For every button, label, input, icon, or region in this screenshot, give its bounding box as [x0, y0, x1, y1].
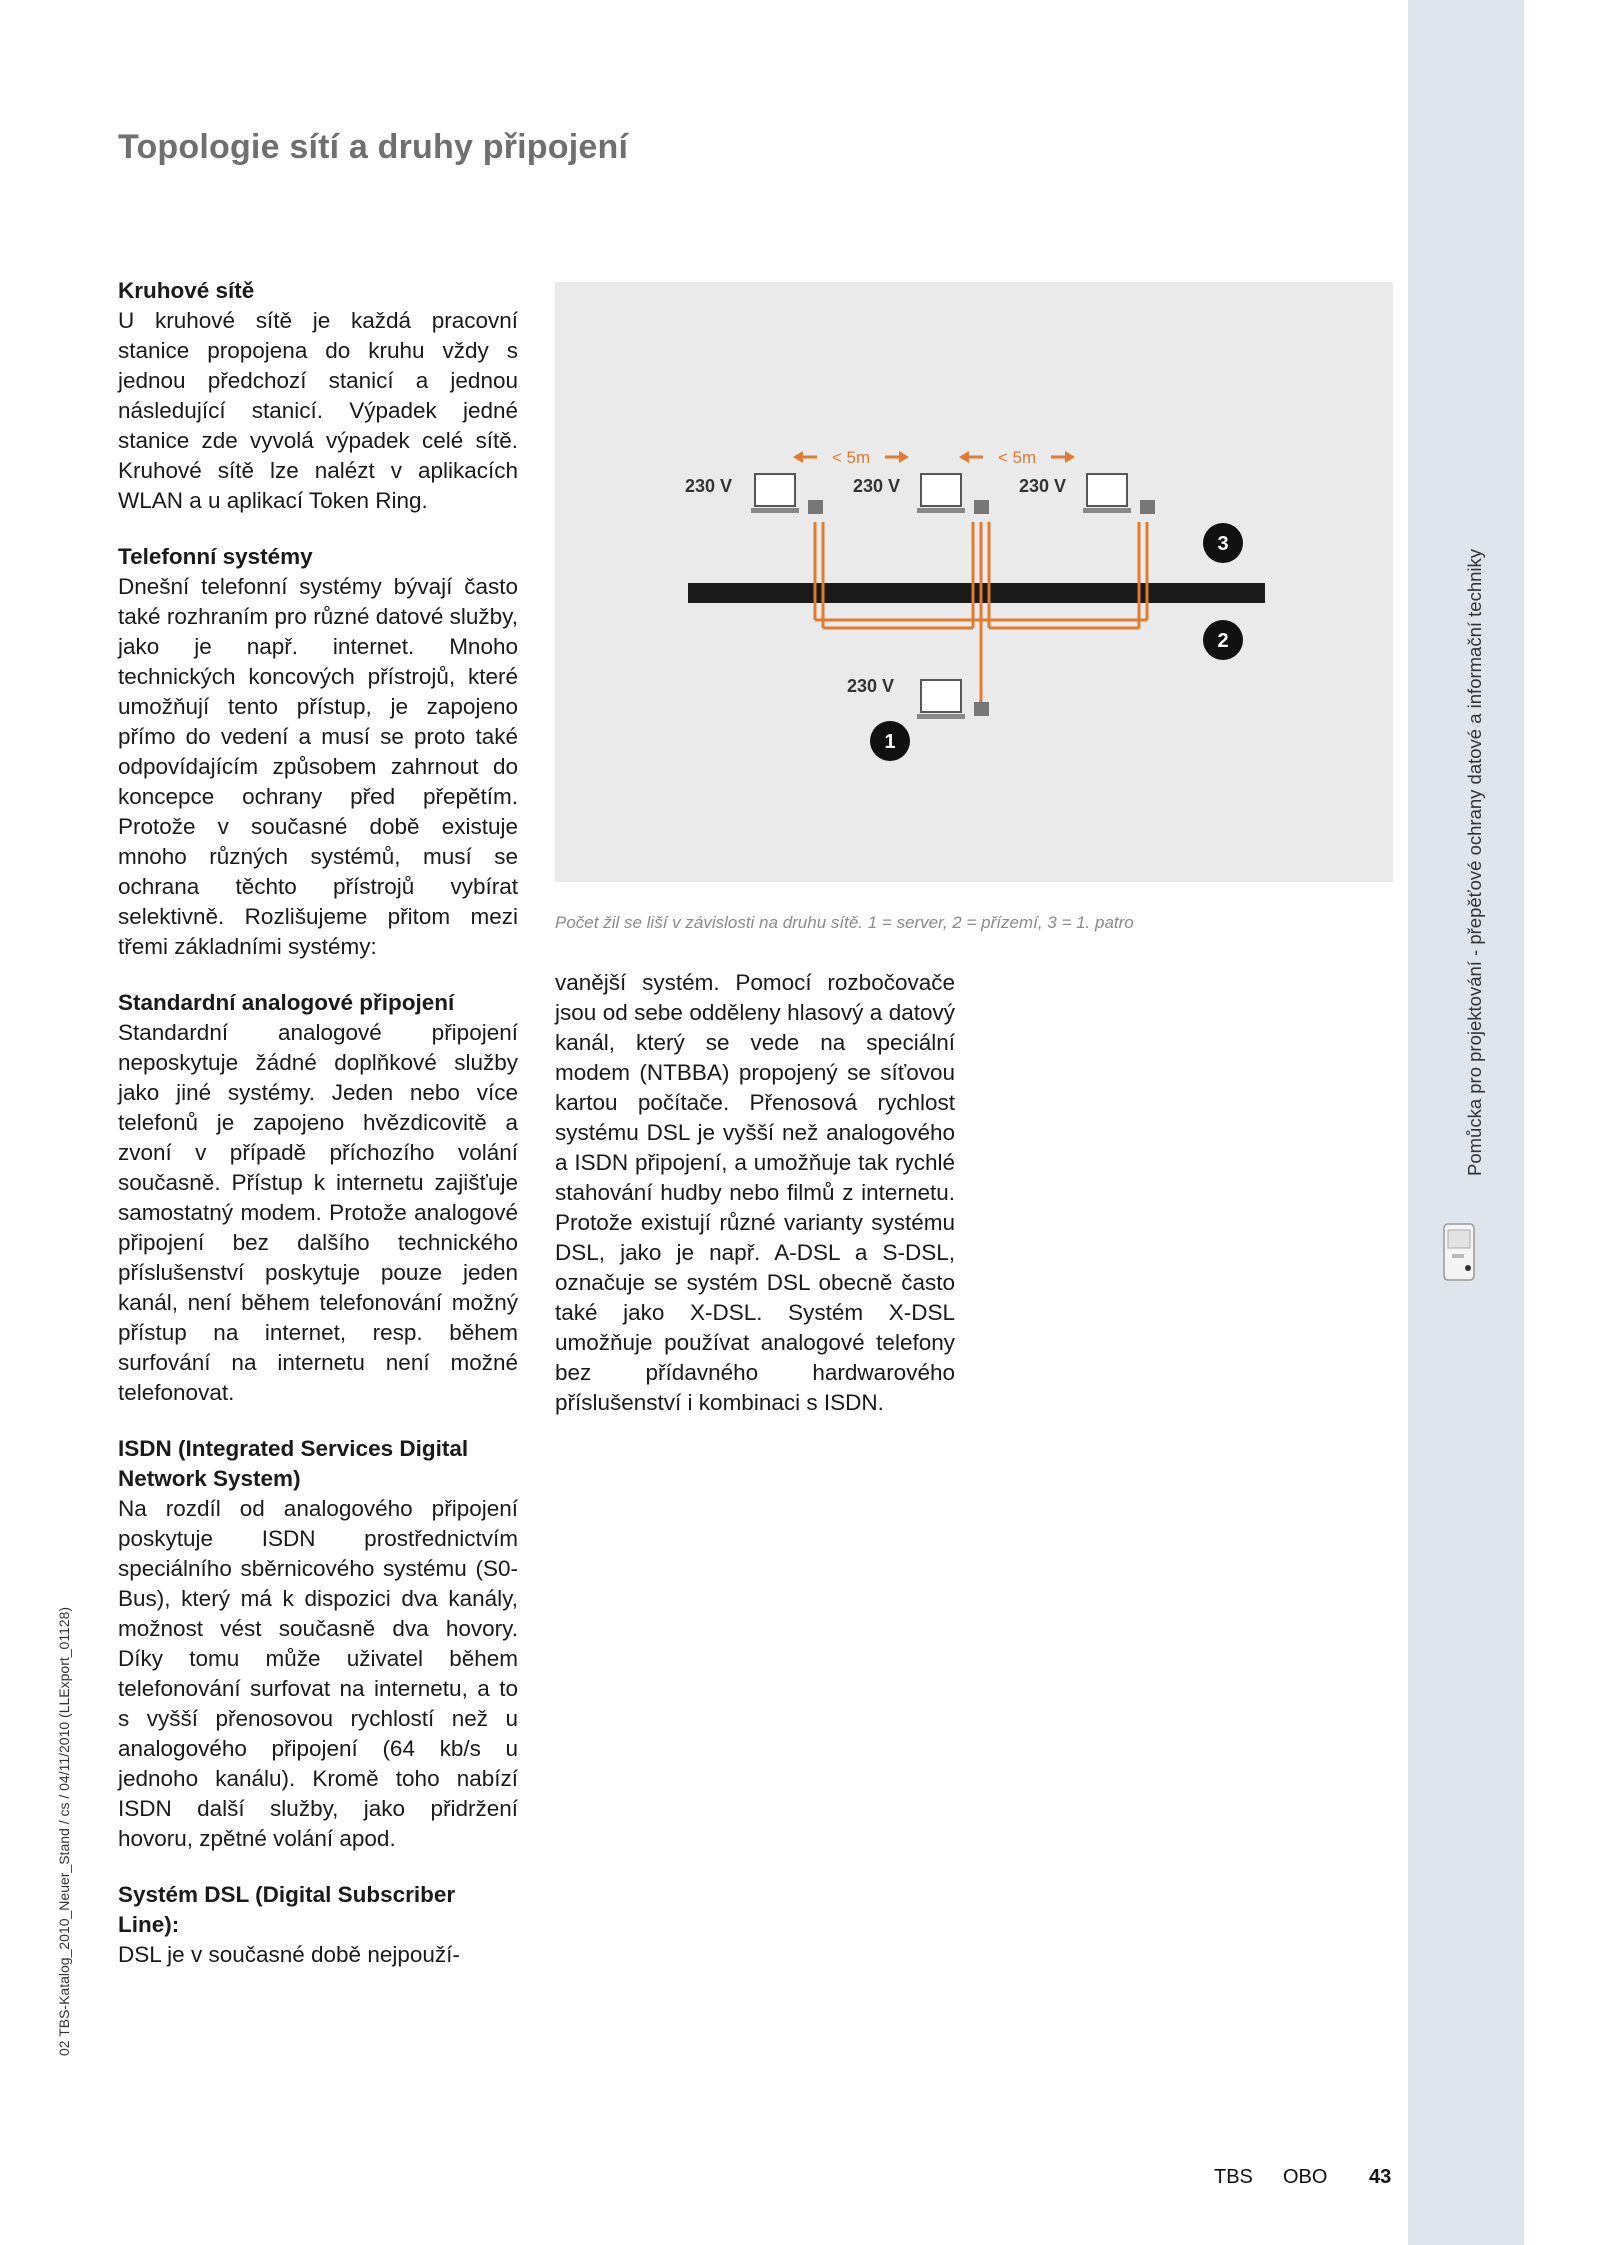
section-body: vanější systém. Pomocí rozbočovače jsou od sebe odděleny hlasový a datový kanál, který se vede na speciální modem (NTBBA) propojený se síťovou kartou počítače. Přenosová rychlost systému DSL je vyšší než analogového a ISDN připojení, a umožňuje tak rychlé stahování hudby nebo filmů z internetu. Protože existují různé varianty systému DSL, jako je např. A-DSL a S-DSL, označuje se systém DSL obecně často také jako X-DSL. Systém X-DSL umožňuje používat analogové telefony bez přídavného hardwarového příslušenství i kombinaci s ISDN.: [555, 970, 955, 1415]
right-column: [555, 968, 955, 1444]
section-body: Standardní analogové připojení neposkytuje žádné doplňkové služby jako jiné systémy. Jeden nebo více telefonů je zapojeno hvězdicovitě a zvoní v případě příchozího volání současně. Přístup k internetu zajišťuje samostatný modem. Protože analogové připojení bez dalšího technického příslušenství poskytuje pouze jeden kanál, není během telefonování možný přístup na internet, resp. během surfování na internetu není možné telefonovat.: [118, 1020, 518, 1405]
marker-label: 1: [884, 731, 896, 753]
computer-icon: [1083, 474, 1155, 514]
section-body: Dnešní telefonní systémy bývají často také rozhraním pro různé datové služby, jako je např. internet. Mnoho technických koncových přístrojů, které umožňují tento přístup, je zapojeno přímo do vedení a musí se proto také odpovídajícím způsobem zahrnout do koncepce ochrany před přepětím. Protože v současné době existuje mnoho různých systémů, musí se ochrana těchto přístrojů vybírat selektivně. Rozlišujeme přitom mezi třemi základními systémy:: [118, 574, 518, 959]
voltage-label: 230 V: [685, 476, 733, 496]
section-heading: Systém DSL (Digital Subscriber Line):: [118, 1882, 456, 1937]
section-body: DSL je v současné době nejpouží-: [118, 1942, 460, 1967]
computer-icon: [917, 680, 989, 719]
sidebar-title: Pomůcka pro projektování - přepěťové ochrany datové a informační techniky: [1464, 548, 1485, 1176]
marker-1: [870, 721, 910, 761]
section-heading: Kruhové sítě: [118, 278, 255, 303]
document-code: 02 TBS-Katalog_2010_Neuer_Stand / cs / 04/11/2010 (LLExport_01128): [56, 1606, 72, 2056]
computer-icon: [751, 474, 823, 514]
distance-label: < 5m: [997, 448, 1037, 467]
marker-label: 2: [1217, 630, 1229, 652]
marker-2: [1203, 620, 1243, 660]
section-heading: ISDN (Integrated Services Digital Network System): [118, 1436, 469, 1491]
computer-icon: [917, 474, 989, 514]
section-heading: Telefonní systémy: [118, 544, 313, 569]
section-ring-networks: [118, 276, 518, 516]
page-title: Topologie sítí a druhy připojení: [118, 128, 629, 166]
page-number: 43: [1369, 2166, 1392, 2188]
voltage-label: 230 V: [847, 676, 895, 696]
footer-brand-obo: OBO: [1283, 2166, 1328, 2188]
section-analog-connection: [118, 988, 518, 1408]
section-body: U kruhové sítě je každá pracovní stanice propojena do kruhu vždy s jednou předchozí stanicí a jednou následující stanicí. Výpadek jedné stanice zde vyvolá výpadek celé sítě. Kruhové sítě lze nalézt v aplikacích WLAN a u aplikací Token Ring.: [118, 308, 518, 513]
section-dsl-continued: [555, 968, 955, 1418]
section-telephone-systems: [118, 542, 518, 962]
bus-line: [688, 583, 1265, 603]
section-body: Na rozdíl od analogového připojení poskytuje ISDN prostřednictvím speciálního sběrnicového systému (S0-Bus), který má k dispozici dva kanály, možnost vést současně dva hovory. Díky tomu může uživatel během telefonování surfovat na internetu, a to s vyšší přenosovou rychlostí než u analogového připojení (64 kb/s u jednoho kanálu). Kromě toho nabízí ISDN další služby, jako přidržení hovoru, zpětné volání apod.: [118, 1496, 518, 1851]
figure-caption: Počet žil se liší v závislosti na druhu sítě. 1 = server, 2 = přízemí, 3 = 1. patro: [555, 913, 1134, 932]
voltage-label: 230 V: [1019, 476, 1067, 496]
voltage-label: 230 V: [853, 476, 901, 496]
network-diagram-svg: [555, 282, 1393, 882]
network-diagram: [555, 282, 1393, 882]
distance-label: < 5m: [831, 448, 871, 467]
surge-protector-device-icon: [1440, 1222, 1484, 1284]
left-column: [118, 276, 518, 1996]
section-isdn: [118, 1434, 518, 1854]
section-heading: Standardní analogové připojení: [118, 990, 455, 1015]
marker-3: [1203, 523, 1243, 563]
footer-brand-tbs: TBS: [1214, 2166, 1253, 2188]
marker-label: 3: [1217, 533, 1229, 555]
section-dsl: [118, 1880, 518, 1970]
